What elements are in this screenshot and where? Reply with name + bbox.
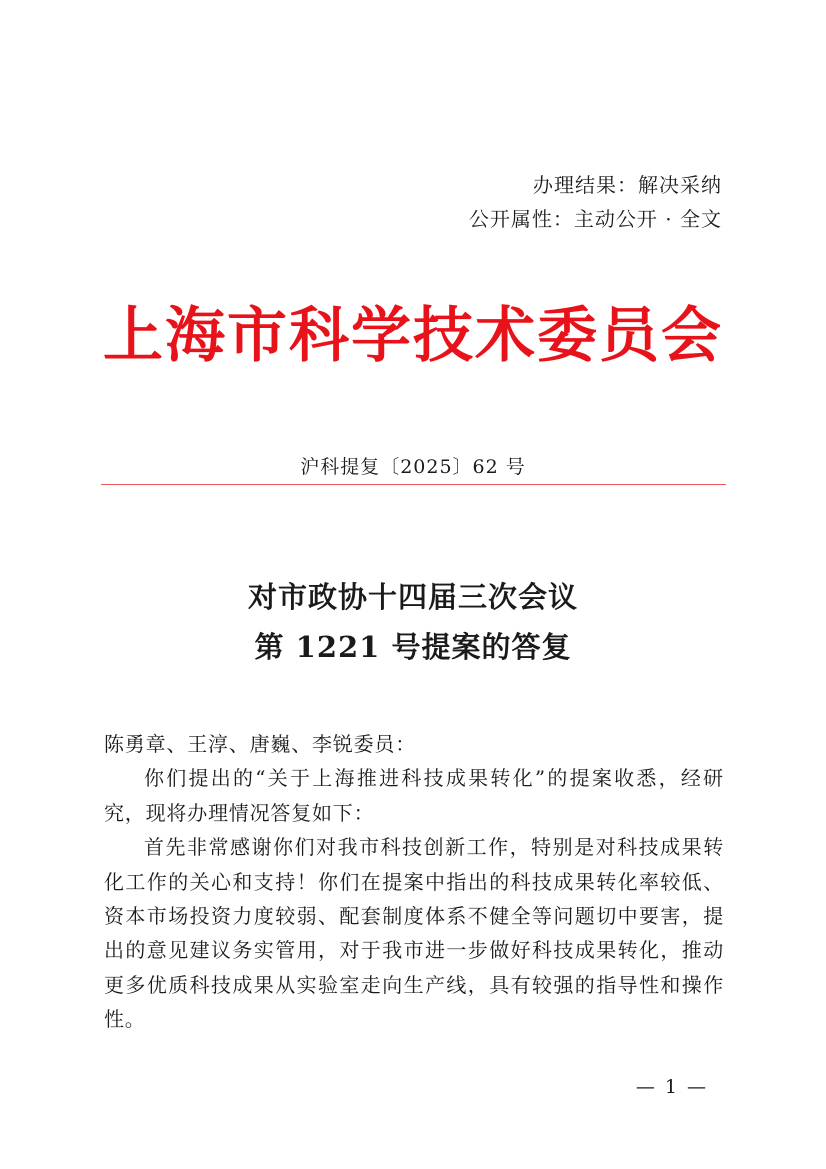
document-body xyxy=(104,727,724,1037)
paragraph: 首先非常感谢你们对我市科技创新工作，特别是对科技成果转化工作的关心和支持！你们在提案中指出的科技成果转化率较低、资本市场投资力度较弱、配套制度体系不健全等问题切中要害，提出的意见建议务实管用，对于我市进一步做好科技成果转化，推动更多优质科技成果从实验室走向生产线，具有较强的指导性和操作性。 xyxy=(104,835,724,1032)
document-number: 沪科提复〔2025〕62 号 xyxy=(300,456,526,478)
document-title-line-1: 对市政协十四届三次会议 xyxy=(247,580,578,614)
salutation: 陈勇章、王淳、唐巍、李锐委员： xyxy=(104,732,416,756)
header-divider xyxy=(101,484,726,485)
organization-header: 上海市科学技术委员会 xyxy=(103,301,723,371)
document-meta xyxy=(469,168,722,236)
document-title-line-2: 第 1221 号提案的答复 xyxy=(254,630,572,664)
paragraph: 你们提出的“关于上海推进科技成果转化”的提案收悉，经研究，现将办理情况答复如下： xyxy=(104,766,724,825)
disclosure-attribute: 公开属性：主动公开 · 全文 xyxy=(468,207,722,231)
handling-result: 办理结果：解决采纳 xyxy=(533,173,722,197)
document-title xyxy=(0,572,826,672)
page-number: — 1 — xyxy=(635,1076,708,1098)
